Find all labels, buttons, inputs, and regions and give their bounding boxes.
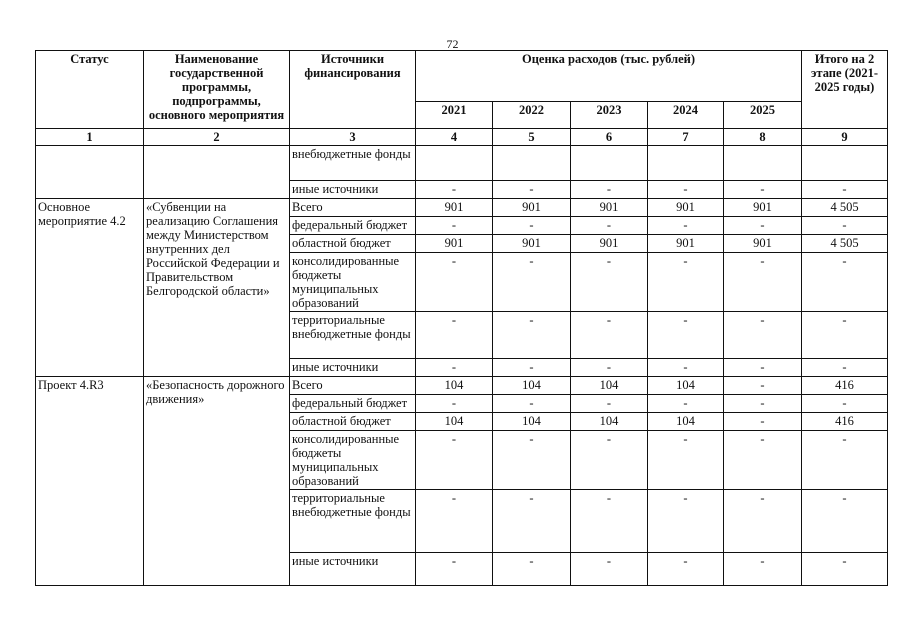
- status-cell: Проект 4.R3: [36, 377, 144, 586]
- value-cell: 901: [571, 199, 648, 217]
- value-cell: -: [416, 553, 493, 586]
- value-cell: [724, 146, 802, 181]
- value-cell: -: [493, 553, 571, 586]
- page-number: 72: [446, 37, 459, 51]
- col-number: 5: [493, 129, 571, 146]
- value-cell: -: [416, 395, 493, 413]
- value-cell: -: [571, 253, 648, 312]
- value-cell: -: [724, 490, 802, 553]
- source-cell: федеральный бюджет: [290, 395, 416, 413]
- source-cell: областной бюджет: [290, 235, 416, 253]
- value-cell: 104: [648, 377, 724, 395]
- value-cell: 901: [724, 199, 802, 217]
- header-total: Итого на 2 этапе (2021-2025 годы): [802, 51, 888, 129]
- col-number: 4: [416, 129, 493, 146]
- status-cell: Основное мероприятие 4.2: [36, 199, 144, 377]
- value-cell: -: [493, 217, 571, 235]
- col-number: 2: [144, 129, 290, 146]
- value-cell: -: [648, 431, 724, 490]
- value-cell: -: [802, 359, 888, 377]
- value-cell: 104: [571, 413, 648, 431]
- value-cell: [648, 146, 724, 181]
- value-cell: [416, 146, 493, 181]
- value-cell: 104: [493, 377, 571, 395]
- year-2022: 2022: [493, 102, 571, 129]
- value-cell: -: [802, 490, 888, 553]
- value-cell: -: [648, 217, 724, 235]
- value-cell: -: [802, 253, 888, 312]
- value-cell: -: [724, 312, 802, 359]
- table-row: [36, 199, 888, 217]
- value-cell: -: [571, 181, 648, 199]
- value-cell: -: [571, 359, 648, 377]
- year-2024: 2024: [648, 102, 724, 129]
- value-cell: -: [416, 490, 493, 553]
- value-cell: 901: [416, 235, 493, 253]
- value-cell: 104: [416, 377, 493, 395]
- name-cell: [144, 146, 290, 199]
- col-number: 9: [802, 129, 888, 146]
- value-cell: -: [802, 553, 888, 586]
- source-cell: иные источники: [290, 181, 416, 199]
- value-cell: -: [802, 312, 888, 359]
- value-cell: -: [724, 217, 802, 235]
- value-cell: -: [571, 553, 648, 586]
- value-cell: -: [493, 181, 571, 199]
- value-cell: -: [648, 359, 724, 377]
- value-cell: 4 505: [802, 235, 888, 253]
- source-cell: областной бюджет: [290, 413, 416, 431]
- value-cell: -: [493, 312, 571, 359]
- status-cell: [36, 146, 144, 199]
- value-cell: -: [571, 431, 648, 490]
- value-cell: -: [416, 253, 493, 312]
- source-cell: консолидированные бюджеты муниципальных образований: [290, 431, 416, 490]
- value-cell: -: [416, 359, 493, 377]
- value-cell: -: [416, 312, 493, 359]
- value-cell: -: [648, 490, 724, 553]
- year-2025: 2025: [724, 102, 802, 129]
- value-cell: -: [648, 395, 724, 413]
- value-cell: -: [416, 181, 493, 199]
- value-cell: -: [724, 553, 802, 586]
- year-2023: 2023: [571, 102, 648, 129]
- value-cell: 104: [416, 413, 493, 431]
- value-cell: -: [493, 395, 571, 413]
- value-cell: -: [571, 490, 648, 553]
- value-cell: -: [802, 181, 888, 199]
- value-cell: -: [648, 553, 724, 586]
- header-sources: Источники финансирования: [290, 51, 416, 129]
- value-cell: -: [724, 413, 802, 431]
- source-cell: Всего: [290, 377, 416, 395]
- value-cell: -: [802, 431, 888, 490]
- value-cell: -: [648, 181, 724, 199]
- value-cell: -: [724, 359, 802, 377]
- value-cell: -: [416, 217, 493, 235]
- col-number: 7: [648, 129, 724, 146]
- source-cell: территориальные внебюджетные фонды: [290, 312, 416, 359]
- value-cell: 104: [648, 413, 724, 431]
- budget-table: [35, 50, 888, 586]
- value-cell: 901: [648, 235, 724, 253]
- value-cell: 416: [802, 377, 888, 395]
- value-cell: 416: [802, 413, 888, 431]
- value-cell: -: [724, 377, 802, 395]
- value-cell: [493, 146, 571, 181]
- value-cell: 901: [648, 199, 724, 217]
- value-cell: [571, 146, 648, 181]
- value-cell: 901: [493, 235, 571, 253]
- value-cell: -: [493, 490, 571, 553]
- source-cell: внебюджетные фонды: [290, 146, 416, 181]
- value-cell: -: [648, 253, 724, 312]
- source-cell: федеральный бюджет: [290, 217, 416, 235]
- header-status: Статус: [36, 51, 144, 129]
- value-cell: -: [724, 253, 802, 312]
- value-cell: 104: [571, 377, 648, 395]
- value-cell: [802, 146, 888, 181]
- value-cell: -: [493, 431, 571, 490]
- value-cell: -: [724, 431, 802, 490]
- header-name: Наименование государственной программы, подпрограммы, основного мероприятия: [144, 51, 290, 129]
- value-cell: 901: [571, 235, 648, 253]
- source-cell: Всего: [290, 199, 416, 217]
- name-cell: «Безопасность дорожного движения»: [144, 377, 290, 586]
- value-cell: -: [802, 395, 888, 413]
- value-cell: -: [802, 217, 888, 235]
- source-cell: иные источники: [290, 553, 416, 586]
- value-cell: -: [571, 217, 648, 235]
- year-2021: 2021: [416, 102, 493, 129]
- name-cell: «Субвенции на реализацию Соглашения между Министерством внутренних дел Российской Федерации и Правительством Белгородской области»: [144, 199, 290, 377]
- value-cell: -: [648, 312, 724, 359]
- value-cell: -: [724, 395, 802, 413]
- value-cell: 4 505: [802, 199, 888, 217]
- value-cell: 901: [416, 199, 493, 217]
- source-cell: территориальные внебюджетные фонды: [290, 490, 416, 553]
- value-cell: 901: [724, 235, 802, 253]
- header-estimate: Оценка расходов (тыс. рублей): [416, 51, 802, 102]
- table-row: [36, 146, 888, 181]
- value-cell: -: [724, 181, 802, 199]
- source-cell: консолидированные бюджеты муниципальных образований: [290, 253, 416, 312]
- value-cell: -: [571, 395, 648, 413]
- value-cell: -: [416, 431, 493, 490]
- value-cell: -: [493, 359, 571, 377]
- table-row: [36, 377, 888, 395]
- col-number: 1: [36, 129, 144, 146]
- value-cell: 901: [493, 199, 571, 217]
- source-cell: иные источники: [290, 359, 416, 377]
- value-cell: 104: [493, 413, 571, 431]
- value-cell: -: [571, 312, 648, 359]
- col-number: 6: [571, 129, 648, 146]
- col-number: 3: [290, 129, 416, 146]
- col-number: 8: [724, 129, 802, 146]
- value-cell: -: [493, 253, 571, 312]
